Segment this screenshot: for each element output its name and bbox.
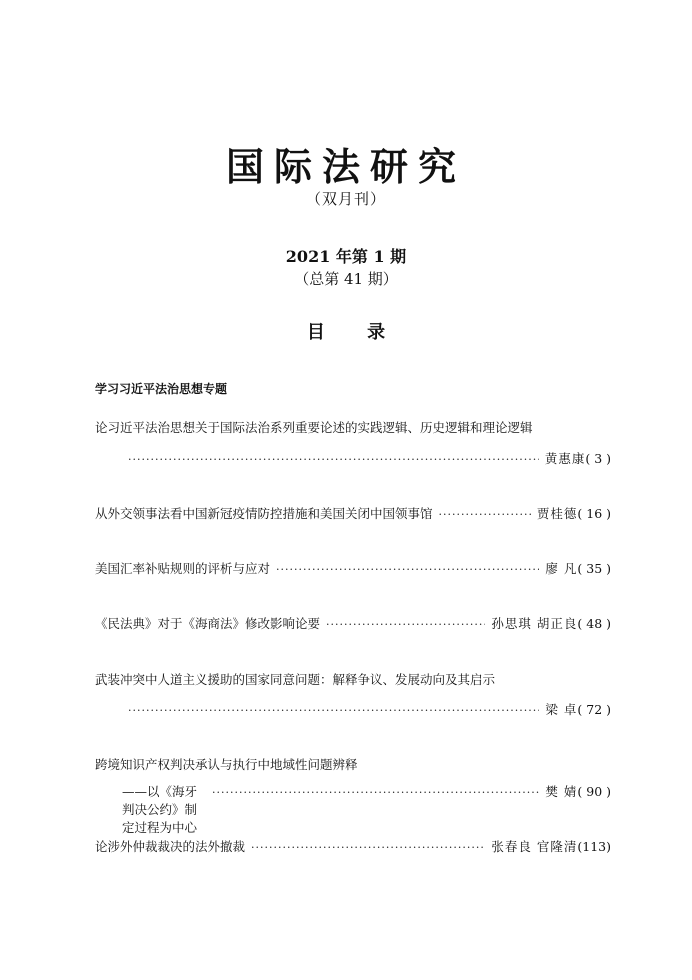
- entry-page: ( 16 ): [577, 506, 611, 521]
- entry-author: 黄惠康: [544, 451, 586, 466]
- toc-entry-row[interactable]: [122, 450, 611, 469]
- toc-entry-row[interactable]: [122, 701, 611, 720]
- entry-author: 廖 凡: [545, 561, 578, 576]
- entry-page: ( 3 ): [585, 451, 611, 466]
- leader-dots: [212, 784, 539, 802]
- entry-author: 樊 婧: [545, 784, 578, 799]
- entry-page: (113): [577, 839, 611, 854]
- section-title: 学习习近平法治思想专题: [95, 382, 228, 396]
- entry-subtitle: ——以《海牙判决公约》制定过程为中心: [122, 784, 198, 835]
- entry-author: 梁 卓: [545, 702, 578, 717]
- leader-dots: [251, 839, 485, 857]
- entry-page: ( 48 ): [577, 616, 611, 631]
- leader-dots: [326, 616, 485, 634]
- toc-entry-row[interactable]: [95, 838, 611, 857]
- leader-dots: [128, 702, 539, 720]
- entry-title: 论习近平法治思想关于国际法治系列重要论述的实践逻辑、历史逻辑和理论逻辑: [95, 420, 533, 435]
- entry-author: 孙思琪 胡正良: [491, 616, 578, 631]
- toc-entry-row[interactable]: [95, 560, 611, 579]
- entry-author: 贾桂德: [536, 506, 578, 521]
- toc-entry-title[interactable]: [95, 756, 611, 774]
- journal-frequency: （双月刊）: [305, 190, 386, 208]
- entry-title: 跨境知识产权判决承认与执行中地域性问题辨释: [95, 757, 358, 772]
- entry-title: 《民法典》对于《海商法》修改影响论要: [95, 616, 321, 631]
- entry-title: 论涉外仲裁裁决的法外撤裁: [95, 839, 246, 854]
- entry-title: 武装冲突中人道主义援助的国家同意问题：解释争议、发展动向及其启示: [95, 672, 496, 687]
- issue-year: 2021 年第 1 期: [285, 247, 407, 266]
- entry-page: ( 90 ): [577, 784, 611, 799]
- toc-entry-row[interactable]: [95, 505, 611, 524]
- entry-page: ( 35 ): [577, 561, 611, 576]
- entry-title: 从外交领事法看中国新冠疫情防控措施和美国关闭中国领事馆: [95, 506, 433, 521]
- issue-total: （总第 41 期）: [294, 270, 398, 288]
- toc-entry-title[interactable]: [95, 671, 611, 689]
- entry-author: 张春良 官隆清: [491, 839, 578, 854]
- toc-entry-title[interactable]: [95, 419, 611, 437]
- entry-page: ( 72 ): [577, 702, 611, 717]
- toc-entry-row[interactable]: [122, 783, 611, 837]
- toc-entry-row[interactable]: [95, 615, 611, 634]
- journal-title: 国际法研究: [225, 144, 466, 189]
- entry-title: 美国汇率补贴规则的评析与应对: [95, 561, 271, 576]
- leader-dots: [439, 506, 531, 524]
- leader-dots: [128, 451, 539, 469]
- leader-dots: [276, 561, 539, 579]
- toc-heading: 目 录: [306, 322, 404, 343]
